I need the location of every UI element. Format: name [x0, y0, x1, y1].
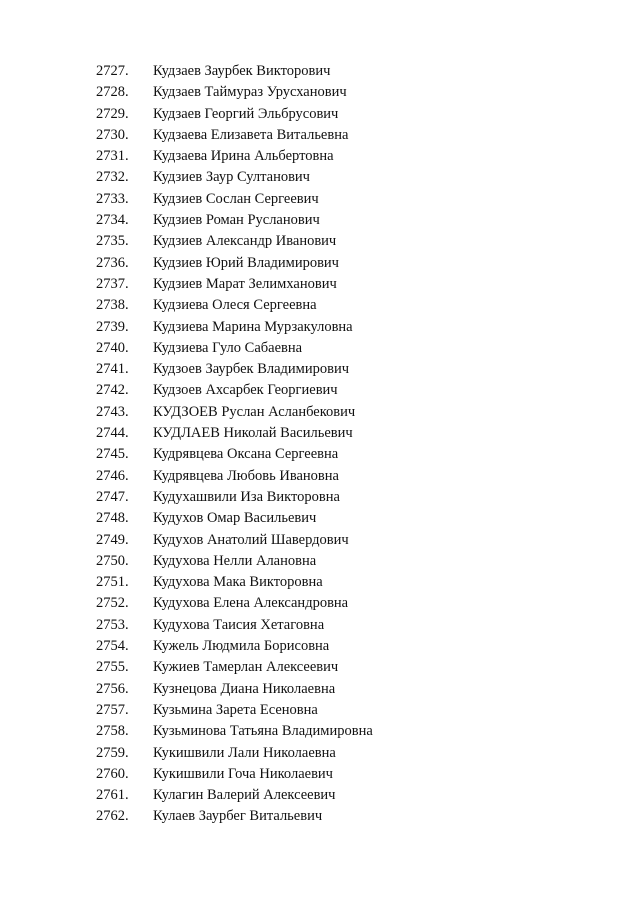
entry-number: 2751.	[96, 574, 129, 591]
entry-full-name: Кукишвили Лали Николаевна	[153, 744, 336, 761]
entry-number: 2744.	[96, 425, 129, 442]
list-item	[0, 657, 640, 678]
entry-number: 2759.	[96, 744, 129, 761]
entry-full-name: Кудухов Анатолий Шавердович	[153, 531, 349, 548]
entry-full-name: Кужиев Тамерлан Алексеевич	[153, 659, 339, 676]
entry-number: 2728.	[96, 84, 129, 101]
entry-number: 2749.	[96, 531, 129, 548]
list-item	[0, 167, 640, 188]
entry-number: 2756.	[96, 680, 129, 697]
list-item	[0, 508, 640, 529]
entry-number: 2762.	[96, 808, 129, 825]
list-item	[0, 380, 640, 401]
entry-full-name: Кудзиев Сослан Сергеевич	[153, 190, 319, 207]
entry-full-name: КУДЛАЕВ Николай Васильевич	[153, 425, 353, 442]
list-item	[0, 423, 640, 444]
list-item	[0, 572, 640, 593]
list-item	[0, 721, 640, 742]
entry-number: 2739.	[96, 318, 129, 335]
entry-full-name: Кудрявцева Любовь Ивановна	[153, 467, 339, 484]
entry-full-name: Кулагин Валерий Алексеевич	[153, 787, 336, 804]
entry-full-name: Кудзаев Таймураз Урусханович	[153, 84, 347, 101]
entry-number: 2730.	[96, 126, 129, 143]
entry-full-name: Кудухова Мака Викторовна	[153, 574, 323, 591]
entry-number: 2741.	[96, 361, 129, 378]
entry-full-name: Кулаев Заурбег Витальевич	[153, 808, 323, 825]
entry-full-name: Кузьмина Зарета Есеновна	[153, 701, 318, 718]
list-item	[0, 551, 640, 572]
list-item	[0, 210, 640, 231]
list-item	[0, 593, 640, 614]
entry-number: 2750.	[96, 552, 129, 569]
list-item	[0, 785, 640, 806]
entry-full-name: Кудзоев Ахсарбек Георгиевич	[153, 382, 338, 399]
entry-number: 2731.	[96, 148, 129, 165]
entry-number: 2757.	[96, 701, 129, 718]
list-item	[0, 466, 640, 487]
list-item	[0, 679, 640, 700]
entry-number: 2727.	[96, 63, 129, 79]
entry-full-name: Кудзоев Заурбек Владимирович	[153, 361, 350, 378]
entry-full-name: Кудзаев Георгий Эльбрусович	[153, 105, 339, 122]
list-item	[0, 615, 640, 636]
list-item	[0, 444, 640, 465]
entry-number: 2754.	[96, 638, 129, 655]
entry-number: 2753.	[96, 616, 129, 633]
entry-full-name: Кужель Людмила Борисовна	[153, 638, 330, 655]
entry-number: 2740.	[96, 339, 129, 356]
entry-number: 2758.	[96, 723, 129, 740]
list-item	[0, 146, 640, 167]
list-item	[0, 82, 640, 103]
entry-number: 2737.	[96, 275, 129, 292]
entry-number: 2761.	[96, 787, 129, 804]
list-item	[0, 764, 640, 785]
entry-full-name: Кудзиев Заур Султанович	[153, 169, 310, 186]
entry-full-name: Кудзиева Олеся Сергеевна	[153, 297, 317, 314]
entry-full-name: Кудзиев Марат Зелимханович	[153, 275, 337, 292]
entry-number: 2760.	[96, 765, 129, 782]
entry-full-name: Кудухашвили Иза Викторовна	[153, 488, 340, 505]
entry-number: 2738.	[96, 297, 129, 314]
entry-full-name: Кудухова Нелли Алановна	[153, 552, 317, 569]
entry-number: 2736.	[96, 254, 129, 271]
entry-number: 2732.	[96, 169, 129, 186]
list-item	[0, 61, 640, 82]
list-item	[0, 487, 640, 508]
entry-number: 2729.	[96, 105, 129, 122]
entry-number: 2745.	[96, 446, 129, 463]
entry-full-name: Кузнецова Диана Николаевна	[153, 680, 336, 697]
entry-number: 2734.	[96, 212, 129, 229]
entry-full-name: Кудзиев Александр Иванович	[153, 233, 337, 250]
list-item	[0, 189, 640, 210]
entry-number: 2733.	[96, 190, 129, 207]
entry-number: 2742.	[96, 382, 129, 399]
entry-full-name: Кудухова Таисия Хетаговна	[153, 616, 325, 633]
name-list	[0, 61, 640, 828]
entry-number: 2735.	[96, 233, 129, 250]
list-item	[0, 295, 640, 316]
entry-full-name: Кудухова Елена Александровна	[153, 595, 349, 612]
entry-number: 2747.	[96, 488, 129, 505]
list-item	[0, 359, 640, 380]
entry-full-name: Кузьминова Татьяна Владимировна	[153, 723, 373, 740]
list-item	[0, 402, 640, 423]
entry-number: 2746.	[96, 467, 129, 484]
list-item	[0, 530, 640, 551]
list-item	[0, 700, 640, 721]
entry-number: 2743.	[96, 403, 129, 420]
entry-full-name: Кудзаева Елизавета Витальевна	[153, 126, 349, 143]
entry-full-name: Кудзиева Марина Мурзакуловна	[153, 318, 353, 335]
list-item	[0, 231, 640, 252]
entry-number: 2752.	[96, 595, 129, 612]
entry-full-name: Кудзаев Заурбек Викторович	[153, 63, 331, 79]
list-item	[0, 806, 640, 827]
entry-number: 2755.	[96, 659, 129, 676]
entry-full-name: Кудзаева Ирина Альбертовна	[153, 148, 334, 165]
list-item	[0, 636, 640, 657]
list-item	[0, 317, 640, 338]
entry-number: 2748.	[96, 510, 129, 527]
entry-full-name: Кудзиев Юрий Владимирович	[153, 254, 339, 271]
entry-full-name: Кудрявцева Оксана Сергеевна	[153, 446, 339, 463]
entry-full-name: КУДЗОЕВ Руслан Асланбекович	[153, 403, 356, 420]
list-item	[0, 338, 640, 359]
entry-full-name: Кудзиев Роман Русланович	[153, 212, 320, 229]
list-item	[0, 104, 640, 125]
list-item	[0, 274, 640, 295]
entry-full-name: Кудзиева Гуло Сабаевна	[153, 339, 303, 356]
entry-full-name: Кукишвили Гоча Николаевич	[153, 765, 333, 782]
list-item	[0, 253, 640, 274]
list-item	[0, 125, 640, 146]
list-item	[0, 743, 640, 764]
entry-full-name: Кудухов Омар Васильевич	[153, 510, 317, 527]
